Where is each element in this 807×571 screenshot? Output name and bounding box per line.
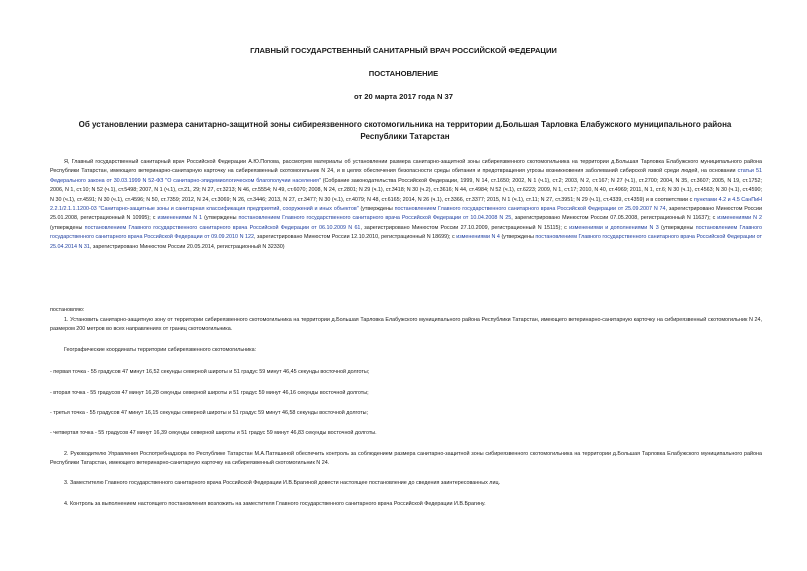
link-resolution-74[interactable]: постановлением Главного государственного санитарного врача Российской Федерации от 25.09.2007 N 74 [394, 206, 666, 213]
coordinate-point-4: - четвертая точка - 55 градусов 47 минут 16,39 секунды северной широты и 51 градус 59 минут 46,83 секунды восточной долготы. [50, 430, 377, 436]
document-type: ПОСТАНОВЛЕНИЕ [368, 69, 439, 78]
link-amendments-3[interactable]: изменениями и дополнениями N 3 [569, 224, 659, 231]
document-title: Об установлении размера санитарно-защитной зоны сибиреязвенного скотомогильника на территории д.Большая Тарловка Елабужского муниципального района Республики Татарстан [78, 120, 732, 141]
link-resolution-61[interactable]: постановлением Главного государственного санитарного врача Российской Федерации от 06.10.2009 N 61 [84, 224, 361, 231]
preamble-text: , зарегистрировано Минюстом России 07.05.2008, регистрационный N 11637); с [511, 215, 718, 222]
item-1 [50, 316, 762, 335]
item-2-text: 2. Руководителю Управления Роспотребнадзора по Республике Татарстан М.А.Патяшиной обеспечить контроль за соблюдением размера санитарно-защитной зоны сибиреязвенного скотомогильника на территории д.Большая Тарловка Елабужского муниципального района Республики Татарстан, имеющего ветеринарно-санитарную карточку на сибиреязвенный скотомогильник N 24. [50, 451, 762, 467]
preamble-text: (утверждены [50, 224, 85, 231]
decree-word: постановляю: [50, 307, 85, 313]
preamble-text: (утверждены [499, 234, 536, 241]
item-4-text: 4. Контроль за выполнением настоящего постановления возложить на заместителя Главного государственного санитарного врача Российской Федерации И.В.Брагину. [64, 501, 486, 507]
coordinate-point-1: - первая точка - 55 градусов 47 минут 16,52 секунды северной широты и 51 градус 59 минут 46,45 секунды восточной долготы; [50, 369, 370, 375]
link-amendments-4[interactable]: изменениями N 4 [456, 234, 500, 241]
item-4 [50, 500, 762, 509]
issuing-authority: ГЛАВНЫЙ ГОСУДАРСТВЕННЫЙ САНИТАРНЫЙ ВРАЧ РОССИЙСКОЙ ФЕДЕРАЦИИ [250, 46, 557, 55]
preamble-text: (Собрание законодательства Российской Федерации, 1999, N 14, ст.1650; 2002, N 1 (ч.1), ст.2; 2003, N 2, ст.167; N 27 (ч.1), ст.2700; 2004, N 35, ст.3607; 2005, N 19, ст.1752; 2006, N 1, ст.10; N 52 (ч.1), ст.5498; 2007, N 1 (ч.1), ст.21, 29; N 27, ст.3213; N 46, ст.5554; N 49, ст.6070; 2008, N 24, ст.2801; N 29 (ч.1), ст.3418; N 30 (ч.2), ст.3616; N 44, ст.4984; N 52 (ч.1), ст.6223; 2009, N 1, ст.17; 2010, N 40, ст.4969; 2011, N 1, ст.6; N 30 (ч.1), ст.4563; N 30 (ч.1), ст.4590; N 30 (ч.1), ст.4591; N 30 (ч.1), ст.4596; N 50, ст.7359; 2012, N 24, ст.3069; N 26, ст.3446; 2013, N 27, ст.3477; N 30 (ч.1), ст.4079; N 48, ст.6165; 2014, N 26 (ч.1), ст.3366, ст.3377; 2015, N 1 (ч.1), ст.11; N 27, ст.3951; N 29 (ч.1), ст.4339, ст.4359) и в соответствии с [50, 177, 763, 203]
preamble-text: , зарегистрировано Минюстом России 20.05.2014, регистрационный N 32330) [89, 243, 285, 250]
link-resolution-122[interactable]: постановлением Главного государственного санитарного врача Российской Федерации от 09.09.2010 N 122 [50, 224, 763, 241]
link-federal-law-article-51[interactable]: статьи 51 Федерального закона от 30.03.1999 N 52-ФЗ "О санитарно-эпидемиологическом благополучии населения" [50, 168, 763, 184]
item-2 [50, 450, 762, 469]
preamble-paragraph [50, 158, 762, 252]
coordinate-point-3: - третья точка - 55 градусов 47 минут 16,15 секунды северной широты и 51 градус 59 минут 46,58 секунды восточной долготы; [50, 410, 369, 416]
item-3-text: 3. Заместителю Главного государственного санитарного врача Российской Федерации И.В.Брагиной довести настоящее постановление до сведения заинтересованных лиц. [64, 480, 501, 486]
link-sanpin-clauses[interactable]: пунктами 4.2 и 4.5 СанПиН 2.2.1/2.1.1.1200-03 "Санитарно-защитные зоны и санитарная классификация предприятий, сооружений и иных объектов" [50, 196, 762, 213]
link-resolution-25[interactable]: постановлением Главного государственного санитарного врача Российской Федерации от 10.04.2008 N 25 [238, 215, 512, 222]
preamble-text: (утверждены [658, 224, 696, 231]
coordinate-point-2: - вторая точка - 55 градусов 47 минут 16,28 секунды северной широты и 51 градус 59 минут 46,16 секунды восточной долготы; [50, 390, 369, 396]
link-amendments-2[interactable]: изменениями N 2 [717, 215, 762, 222]
coordinates-heading [50, 346, 762, 355]
preamble-text: Я, Главный государственный санитарный врач Российской Федерации А.Ю.Попова, рассмотрев материалы об установлении размера санитарно-защитной зоны сибиреязвенного скотомогильника на территории д.Большая Тарловка Елабужского муниципального района Республики Татарстан, имеющего ветеринарно-санитарную карточку на сибиреязвенный скотомогильник N 24, и в целях обеспечения безопасности среды обитания и предотвращения угрозы возникновения заболеваний сибирской язвой среди людей, на основании [50, 159, 762, 175]
coordinates-heading-text: Географические координаты территории сибиреязвенного скотомогильника: [64, 347, 257, 353]
item-1-text: 1. Установить санитарно-защитную зону от территории сибиреязвенного скотомогильника на территории д.Большая Тарловка Елабужского муниципального района Республики Татарстан, имеющего ветеринарно-санитарную карточку на сибиреязвенный скотомогильник N 24, размером 200 метров во всех направлениях от границ скотомогильника. [50, 317, 762, 333]
item-3 [50, 479, 762, 488]
preamble-text: (утверждены [358, 206, 395, 213]
preamble-text: , зарегистрировано Минюстом России 27.10.2009, регистрационный N 15115); с [360, 224, 570, 231]
link-amendments-1[interactable]: изменениями N 1 [157, 215, 203, 222]
preamble-text: (утверждены [202, 215, 239, 222]
document-date-number: от 20 марта 2017 года N 37 [354, 92, 453, 101]
preamble-text: , зарегистрировано Минюстом России 12.10.2010, регистрационный N 18699); с [254, 234, 457, 241]
link-resolution-31[interactable]: постановлением Главного государственного санитарного врача Российской Федерации от 25.04.2014 N 31 [50, 234, 762, 250]
preamble-text: , зарегистрировано Минюстом России 25.01.2008, регистрационный N 10995); с [50, 206, 762, 222]
